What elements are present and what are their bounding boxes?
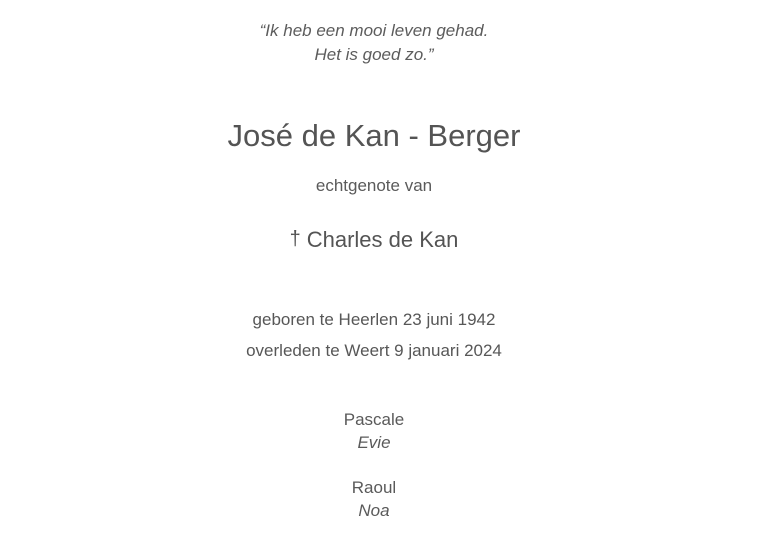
cross-icon: †	[289, 228, 301, 250]
family-member-name: Pascale	[343, 410, 405, 429]
relation-label: echtgenote van	[315, 176, 433, 195]
family-member-name: Raoul	[351, 478, 397, 497]
spouse-line	[0, 226, 748, 255]
quote-line-2: Het is goed zo.”	[314, 45, 434, 64]
deceased-name: José de Kan - Berger	[227, 118, 521, 153]
death-line: overleden te Weert 9 januari 2024	[246, 341, 502, 360]
spouse-name: Charles de Kan	[306, 227, 459, 252]
birth-line: geboren te Heerlen 23 juni 1942	[252, 310, 496, 329]
family-member-partner: Noa	[358, 501, 390, 520]
quote-line-1: “Ik heb een mooi leven gehad.	[259, 21, 489, 40]
family-member-partner: Evie	[357, 433, 391, 452]
